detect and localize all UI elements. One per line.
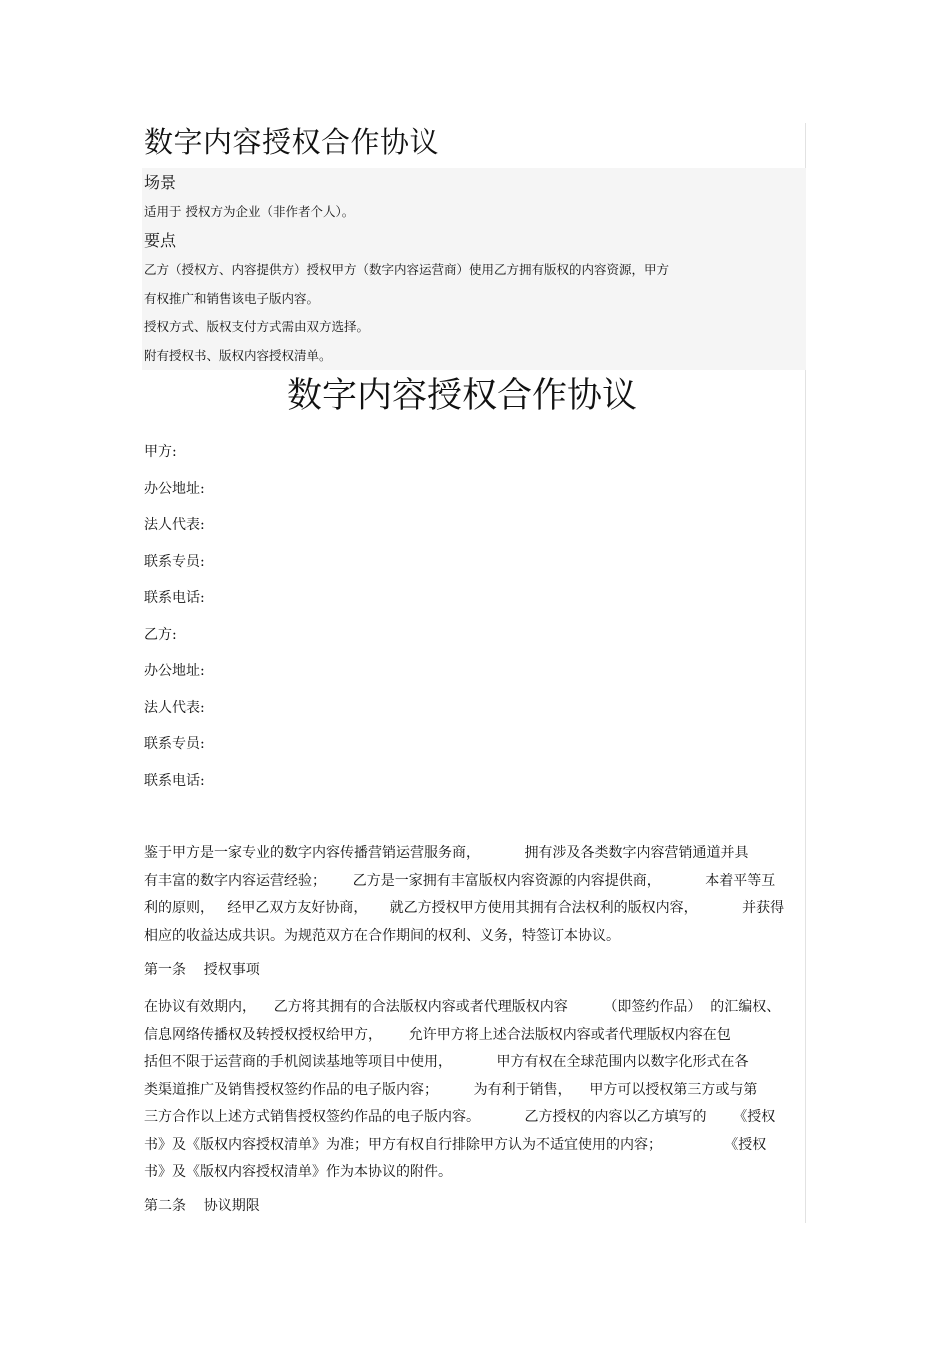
clause-2-heading: 第二条 协议期限 <box>144 1198 260 1214</box>
party-a-legal-rep-label: 法人代表: <box>144 517 205 533</box>
preamble-paragraph <box>144 843 804 953</box>
contract-title: 数字内容授权合作协议 <box>286 376 637 416</box>
party-a-address-label: 办公地址: <box>144 480 205 497</box>
paragraph-line: 相应的收益达成共识。为规范双方在合作期间的权利、义务，特签订本协议。 <box>144 927 620 944</box>
clause-1-paragraph <box>144 997 804 1190</box>
party-a-label: 甲方: <box>144 444 177 460</box>
party-a-phone-label: 联系电话: <box>144 590 205 606</box>
paragraph-line: 书》及《版权内容授权清单》作为本协议的附件。 <box>144 1164 452 1180</box>
document-title: 数字内容授权合作协议 <box>144 125 440 159</box>
point-item: 乙方（授权方、内容提供方）授权甲方（数字内容运营商）使用乙方拥有版权的内容资源，甲方 <box>144 262 670 277</box>
paragraph-line: 书》及《版权内容授权清单》为准；甲方有权自行排除甲方认为不适宜使用的内容； 《授权 <box>144 1136 767 1153</box>
points-heading: 要点 <box>144 231 177 250</box>
paragraph-line: 三方合作以上述方式销售授权签约作品的电子版内容。 乙方授权的内容以乙方填写的 《授权 <box>144 1109 776 1125</box>
paragraph-line: 括但不限于运营商的手机阅读基地等项目中使用， 甲方有权在全球范围内以数字化形式在各 <box>144 1054 749 1070</box>
party-b-phone-label: 联系电话: <box>144 772 205 789</box>
paragraph-line: 有丰富的数字内容运营经验； 乙方是一家拥有丰富版权内容资源的内容提供商， 本着平等互 <box>144 872 776 889</box>
paragraph-line: 在协议有效期内， 乙方将其拥有的合法版权内容或者代理版权内容 （即签约作品） 的汇编权、 <box>144 999 781 1015</box>
point-item: 授权方式、版权支付方式需由双方选择。 <box>144 319 370 334</box>
point-item: 有权推广和销售该电子版内容。 <box>144 291 320 306</box>
scene-heading: 场景 <box>144 173 177 192</box>
clause-1-heading: 第一条 授权事项 <box>144 962 260 978</box>
party-a-contact-label: 联系专员: <box>144 553 205 570</box>
paragraph-line: 利的原则， 经甲乙双方友好协商， 就乙方授权甲方使用其拥有合法权利的版权内容， 并获得 <box>144 900 785 916</box>
scene-text: 适用于 授权方为企业（非作者个人）。 <box>144 204 355 219</box>
paragraph-line: 鉴于甲方是一家专业的数字内容传播营销运营服务商， 拥有涉及各类数字内容营销通道并具 <box>144 845 749 861</box>
party-b-contact-label: 联系专员: <box>144 736 205 752</box>
party-b-legal-rep-label: 法人代表: <box>144 699 205 716</box>
party-b-label: 乙方: <box>144 626 177 643</box>
paragraph-line: 类渠道推广及销售授权签约作品的电子版内容； 为有利于销售， 甲方可以授权第三方或与第 <box>144 1081 758 1098</box>
paragraph-line: 信息网络传播权及转授权授权给甲方， 允许甲方将上述合法版权内容或者代理版权内容在包 <box>144 1026 731 1043</box>
party-info-list <box>144 442 205 807</box>
party-b-address-label: 办公地址: <box>144 663 205 679</box>
point-item: 附有授权书、版权内容授权清单。 <box>144 348 332 363</box>
